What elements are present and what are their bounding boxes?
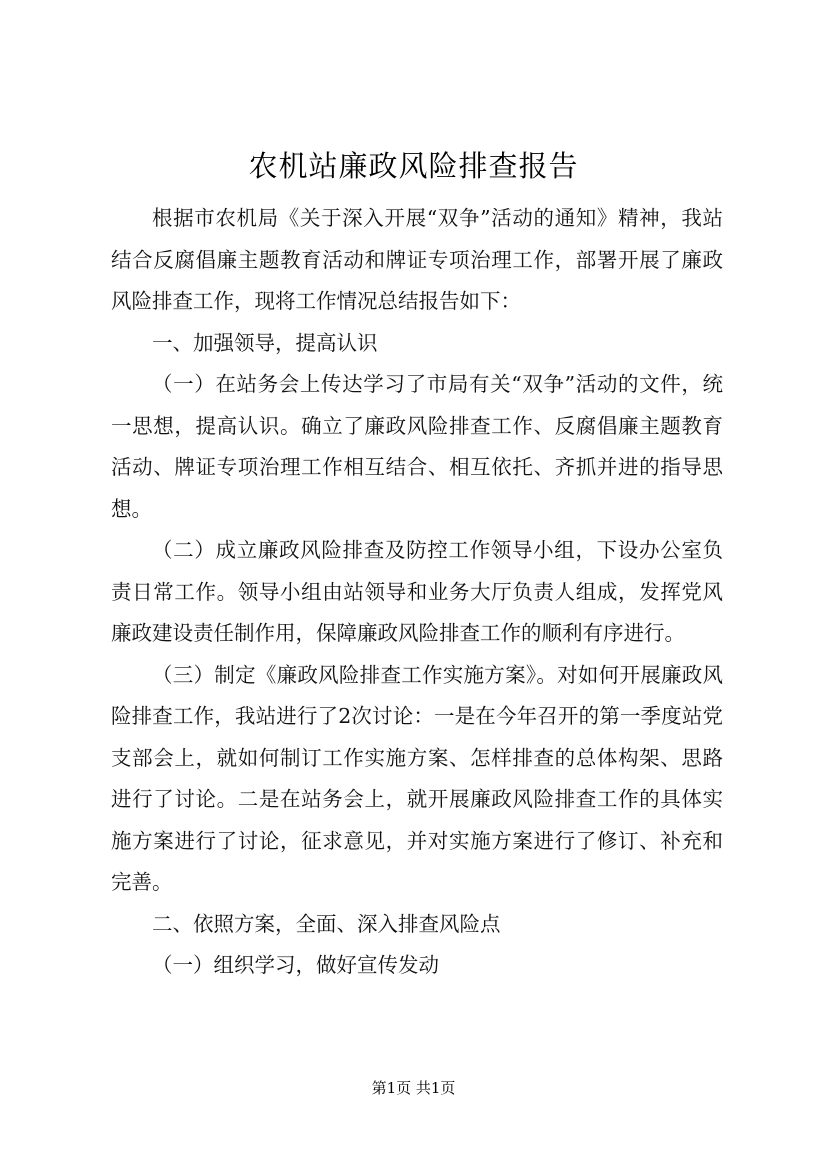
paragraph-2-1: （一）组织学习，做好宣传发动 <box>152 953 439 977</box>
heading-section-2: 二、依照方案，全面、深入排查风险点 <box>152 911 501 936</box>
paragraph-1-2: （二）成立廉政风险排查及防控工作领导小组，下设办公室负责日常工作。领导小组由站领导和业务大厅负责人组成，发挥党风廉政建设责任制作用，保障廉政风险排查工作的顺利有序进行。 <box>111 538 723 645</box>
document-body <box>111 198 723 987</box>
paragraph-1-1: （一）在站务会上传达学习了市局有关“双争”活动的文件，统一思想，提高认识。确立了廉政风险排查工作、反腐倡廉主题教育活动、牌证专项治理工作相互结合、相互依托、齐抓并进的指导思想。 <box>111 372 723 521</box>
paragraph-intro: 根据市农机局《关于深入开展“双争”活动的通知》精神，我站结合反腐倡廉主题教育活动和牌证专项治理工作，部署开展了廉政风险排查工作，现将工作情况总结报告如下： <box>111 206 723 313</box>
page-number-footer: 第1页 共1页 <box>371 1079 456 1097</box>
paragraph-1-3: （三）制定《廉政风险排查工作实施方案》。对如何开展廉政风险排查工作，我站进行了2次讨论：一是在今年召开的第一季度站党支部会上，就如何制订工作实施方案、怎样排查的总体构架、思路进行了讨论。二是在站务会上，就开展廉政风险排查工作的具体实施方案进行了讨论，征求意见，并对实施方案进行了修订、补充和完善。 <box>111 662 723 894</box>
document-title: 农机站廉政风险排查报告 <box>248 149 579 183</box>
heading-section-1: 一、加强领导，提高认识 <box>152 330 378 355</box>
